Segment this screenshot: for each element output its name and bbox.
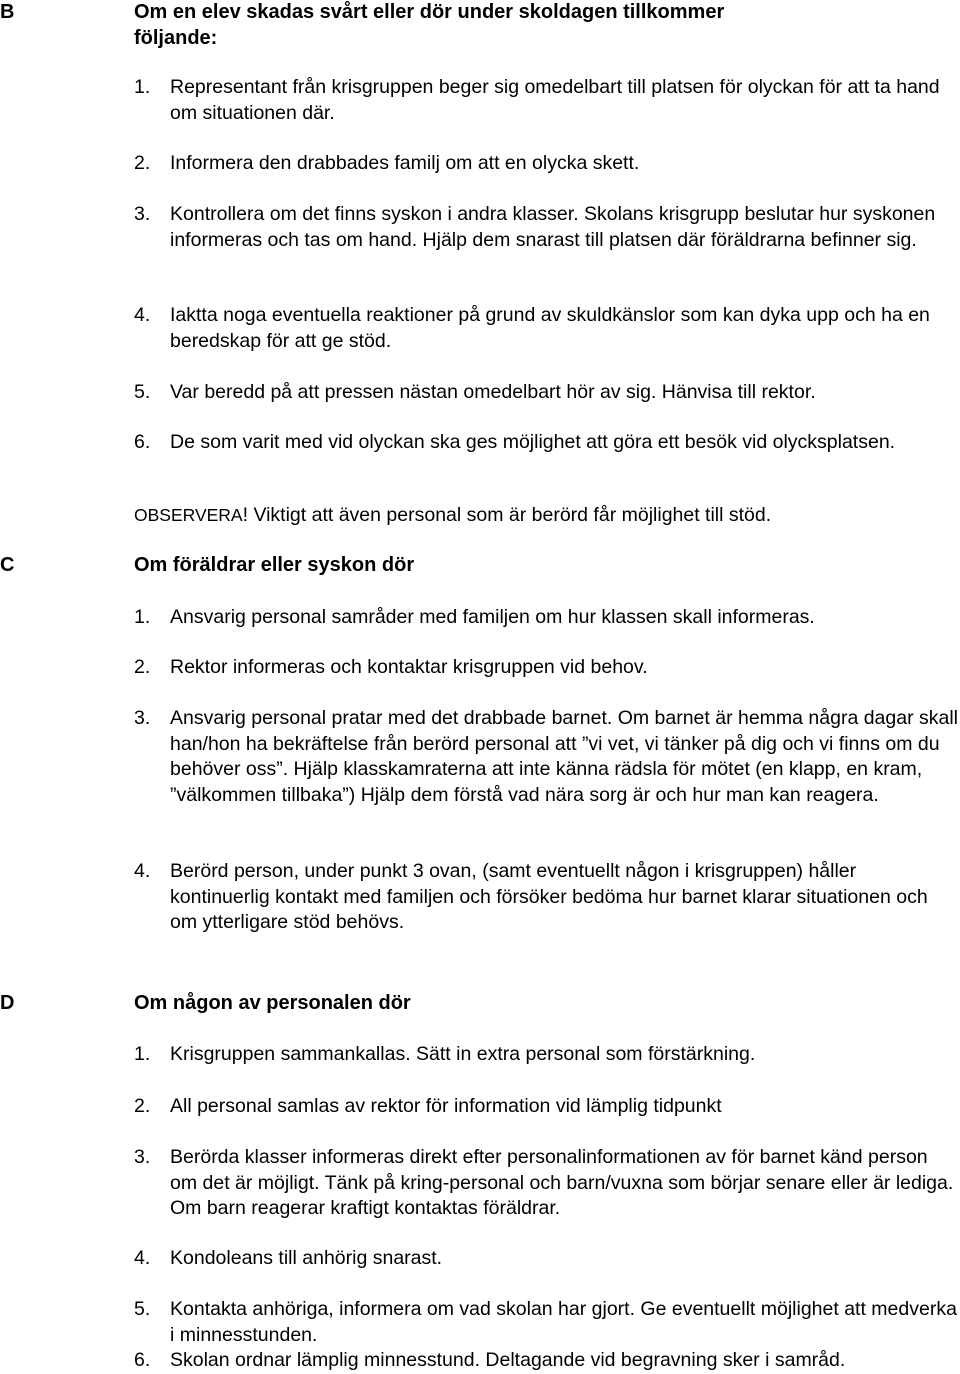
section-b-heading — [134, 0, 724, 51]
list-item-text: Informera den drabbades familj om att en olycka skett. — [170, 152, 640, 174]
list-item-text: Krisgruppen sammankallas. Sätt in extra personal som förstärkning. — [170, 1043, 756, 1065]
section-letter-b: B — [0, 1, 15, 23]
list-item — [134, 605, 960, 631]
section-letter-c: C — [0, 554, 15, 576]
list-item-text: Skolan ordnar lämplig minnesstund. Deltagande vid begravning sker i samråd. — [170, 1349, 846, 1371]
section-b-heading-line1: Om en elev skadas svårt eller dör under skoldagen tillkommer — [134, 1, 725, 23]
list-item-number: 2. — [134, 1095, 151, 1117]
list-item-text: Kondoleans till anhörig snarast. — [170, 1247, 443, 1269]
observera-label: OBSERVERA — [134, 505, 243, 525]
list-item-number: 3. — [134, 707, 151, 729]
list-item — [134, 655, 960, 681]
list-item — [134, 1094, 960, 1120]
observera-text: ! Viktigt att även personal som är berörd får möjlighet till stöd. — [242, 504, 772, 526]
list-item-text: De som varit med vid olyckan ska ges möjlighet att göra ett besök vid olycksplatsen. — [170, 431, 896, 453]
section-b-heading-line2: följande: — [134, 26, 218, 49]
list-item — [134, 706, 960, 808]
section-d-heading: Om någon av personalen dör — [134, 992, 411, 1014]
list-item-text: Kontrollera om det finns syskon i andra klasser. Skolans krisgrupp beslutar hur syskonen informeras och tas om hand. Hjälp dem snarast till platsen där föräldrarna befinner sig. — [170, 203, 936, 251]
list-item-number: 2. — [134, 152, 151, 174]
list-item-text: Berörd person, under punkt 3 ovan, (samt eventuellt någon i krisgruppen) håller kontinuerlig kontakt med familjen och försöker bedöma hur barnet klarar situationen och om ytterligare stöd behövs. — [170, 860, 928, 933]
list-item-number: 3. — [134, 1146, 151, 1168]
list-item — [134, 202, 960, 253]
list-item-number: 2. — [134, 656, 151, 678]
list-item — [134, 859, 960, 936]
list-item-number: 3. — [134, 203, 151, 225]
list-item-text: Representant från krisgruppen beger sig omedelbart till platsen för olyckan för att ta hand om situationen där. — [170, 76, 940, 124]
list-item — [134, 75, 960, 126]
list-item-number: 1. — [134, 1043, 151, 1065]
list-item-number: 5. — [134, 1298, 151, 1320]
list-item — [134, 1348, 960, 1374]
list-item-text: Ansvarig personal samråder med familjen om hur klassen skall informeras. — [170, 606, 815, 628]
list-item — [134, 1246, 960, 1272]
section-c-heading: Om föräldrar eller syskon dör — [134, 554, 415, 576]
list-item-number: 4. — [134, 1247, 151, 1269]
list-item-number: 1. — [134, 606, 151, 628]
list-item — [134, 1297, 960, 1348]
list-item — [134, 430, 960, 456]
list-item-text: Berörda klasser informeras direkt efter personalinformationen av för barnet känd person om det är möjligt. Tänk på kring-personal och barn/vuxna som börjar senare eller är lediga. Om barn reagerar kraftigt kontaktas föräldrar. — [170, 1146, 954, 1219]
list-item — [134, 380, 960, 406]
list-item — [134, 151, 960, 177]
section-letter-d: D — [0, 992, 15, 1014]
list-item — [134, 1145, 960, 1222]
list-item-text: Rektor informeras och kontaktar krisgruppen vid behov. — [170, 656, 648, 678]
list-item-number: 6. — [134, 431, 151, 453]
list-item-number: 6. — [134, 1349, 151, 1371]
list-item-text: Var beredd på att pressen nästan omedelbart hör av sig. Hänvisa till rektor. — [170, 381, 816, 403]
list-item-text: All personal samlas av rektor för information vid lämplig tidpunkt — [170, 1095, 722, 1117]
list-item-number: 1. — [134, 76, 151, 98]
observera-note — [134, 503, 771, 529]
list-item-number: 4. — [134, 860, 151, 882]
list-item — [134, 303, 960, 354]
list-item-text: Ansvarig personal pratar med det drabbade barnet. Om barnet är hemma några dagar skall han/hon ha bekräftelse från berörd personal att ”vi vet, vi tänker på dig och vi finns om du behöver oss”. Hjälp klasskamraterna att inte känna rädsla för mötet (en klapp, en kram, ”välkommen tillbaka”) Hjälp dem förstå vad nära sorg är och hur man kan reagera. — [170, 707, 959, 806]
list-item — [134, 1042, 960, 1068]
list-item-number: 4. — [134, 304, 151, 326]
list-item-text: Kontakta anhöriga, informera om vad skolan har gjort. Ge eventuellt möjlighet att medverka i minnesstunden. — [170, 1298, 957, 1346]
list-item-text: Iaktta noga eventuella reaktioner på grund av skuldkänslor som kan dyka upp och ha en beredskap för att ge stöd. — [170, 304, 930, 352]
list-item-number: 5. — [134, 381, 151, 403]
